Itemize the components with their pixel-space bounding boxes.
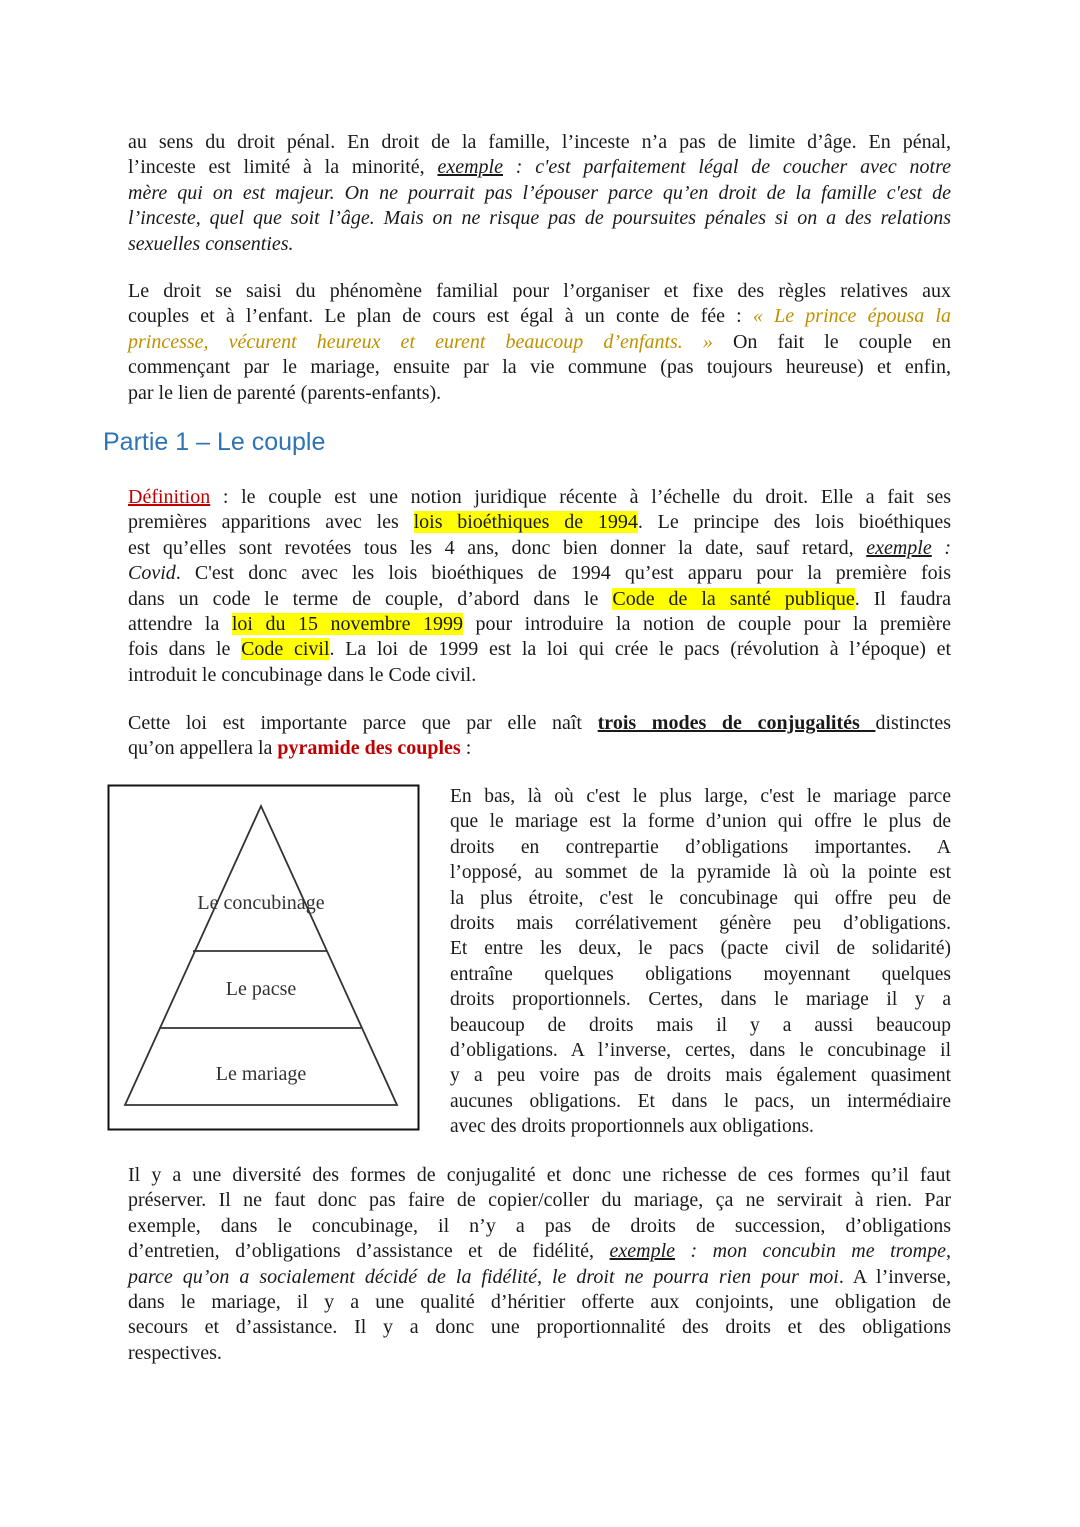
example-label: exemple xyxy=(437,156,503,179)
text-line xyxy=(450,886,951,911)
text-run: : le couple est une notion juridique récente à l’échelle du droit. Elle a fait ses xyxy=(210,486,951,508)
text-run: qu’on appellera la xyxy=(128,737,278,760)
text-run: princesse, vécurent heureux et eurent beaucoup d’enfants. » xyxy=(128,330,713,353)
text-line xyxy=(450,809,951,834)
text-run: parce qu’on a socialement décidé de la fidélité, le droit ne pourra rien pour moi xyxy=(128,1265,839,1288)
text-line xyxy=(450,1038,951,1063)
text-run: : c'est parfaitement légal de coucher avec notre xyxy=(503,156,951,179)
text-run: est qu’elles sont revotées tous les 4 ans, donc bien donner la date, sauf retard, xyxy=(128,536,867,559)
text-run: Le droit se saisi du phénomène familial pour l’organiser et fixe des règles relatives aux xyxy=(128,280,951,302)
text-run: : xyxy=(460,737,472,760)
text-line xyxy=(450,1114,951,1139)
text-run: : xyxy=(931,536,951,559)
text-run: respectives. xyxy=(128,1341,222,1364)
text-run: l’inceste est limité à la minorité, xyxy=(128,156,438,179)
text-line xyxy=(450,1089,951,1114)
highlighted-text: Code civil xyxy=(241,638,330,661)
text-run: dans un code le terme de couple, d’abord dans le xyxy=(128,587,613,610)
text-run: Définition xyxy=(128,486,211,508)
text-run: . A l’inverse, xyxy=(838,1265,952,1288)
text-run: droits proportionnels. Certes, dans le mariage il y a xyxy=(450,989,951,1011)
text-line xyxy=(450,936,951,961)
text-line xyxy=(128,1163,951,1188)
example-label: exemple xyxy=(609,1240,676,1263)
text-run: Cette loi est importante parce que par elle naît xyxy=(128,712,598,734)
text-run: beaucoup de droits mais il y a aussi beaucoup xyxy=(450,1014,951,1036)
text-run: d’obligations. A l’inverse, certes, dans le concubinage il xyxy=(450,1039,951,1061)
text-run: Covid xyxy=(128,562,176,585)
text-run: sexuelles consenties. xyxy=(128,232,294,255)
text-run: attendre la xyxy=(128,612,232,635)
text-run: droits mais corrélativement génère peu d’obligations. xyxy=(450,912,951,934)
text-run: En bas, là où c'est le plus large, c'est le mariage parce xyxy=(450,786,951,807)
paragraph-diversite xyxy=(128,1163,951,1366)
text-run: la plus étroite, c'est le concubinage qui offre peu de xyxy=(450,887,951,909)
text-line xyxy=(450,860,951,885)
text-line xyxy=(128,1265,951,1290)
text-run: On fait le couple en xyxy=(712,330,951,353)
text-run: d’entretien, d’obligations d’assistance et de fidélité, xyxy=(128,1240,610,1263)
text-run: . La loi de 1999 est la loi qui crée le pacs (révolution à l’époque) et xyxy=(329,638,951,661)
text-run: Il y a une diversité des formes de conjugalité et donc une richesse de ces formes qu’il faut xyxy=(128,1164,951,1186)
text-line xyxy=(450,1013,951,1038)
highlighted-text: lois bioéthiques de 1994 xyxy=(413,511,638,534)
text-line xyxy=(128,1188,951,1213)
text-line xyxy=(128,1214,951,1239)
text-run: mère qui on est majeur. On ne pourrait pas l’épouser parce qu’en droit de la famille c'est de xyxy=(128,181,951,204)
text-run: au sens du droit pénal. En droit de la famille, l’inceste n’a pas de limite d’âge. En pénal, xyxy=(128,131,951,153)
text-run: dans le mariage, il y a une qualité d’héritier offerte aux conjoints, une obligation de xyxy=(128,1290,951,1313)
highlighted-text: loi du 15 novembre 1999 xyxy=(231,612,463,635)
text-run: introduit le concubinage dans le Code civil. xyxy=(128,663,477,686)
text-run: Et entre les deux, le pacs (pacte civil de solidarité) xyxy=(450,938,951,960)
text-run: l’opposé, au sommet de la pyramide là où la pointe est xyxy=(450,862,951,884)
text-run: fois dans le xyxy=(128,638,242,661)
text-run: premières apparitions avec les xyxy=(128,511,414,534)
text-run: distinctes xyxy=(875,712,951,734)
text-run: aucunes obligations. Et dans le pacs, un intermédiaire xyxy=(450,1090,951,1112)
text-line xyxy=(450,987,951,1012)
text-run: trois modes de conjugalités xyxy=(597,712,876,734)
text-run: par le lien de parenté (parents-enfants). xyxy=(128,381,442,404)
text-line xyxy=(128,1341,951,1366)
text-run: exemple, dans le concubinage, il n’y a pas de droits de succession, d’obligations xyxy=(128,1214,951,1237)
highlighted-text: Code de la santé publique xyxy=(612,587,855,610)
text-run: « Le prince épousa la xyxy=(752,305,951,328)
text-run: que le mariage est la forme d’union qui offre le plus de xyxy=(450,811,951,833)
text-line xyxy=(128,1315,951,1340)
text-line xyxy=(128,1239,951,1264)
text-run: . Il faudra xyxy=(854,587,951,610)
pyramid-label-concubinage: Le concubinage xyxy=(197,892,325,914)
text-run: . C'est donc avec les lois bioéthiques de 1994 qu’est apparu pour la première fois xyxy=(175,562,951,585)
text-run: entraîne quelques obligations moyennant quelques xyxy=(450,963,951,985)
text-run: avec des droits proportionnels aux obligations. xyxy=(450,1116,814,1138)
paragraph-pyramid-explanation xyxy=(450,784,951,1139)
pyramid-label-pacse: Le pacse xyxy=(225,978,297,1000)
pyramid-outline xyxy=(125,806,397,1105)
text-line xyxy=(450,962,951,987)
text-line xyxy=(128,1290,951,1315)
pyramid-label-mariage: Le mariage xyxy=(215,1063,307,1085)
text-run: secours et d’assistance. Il y a donc une proportionnalité des droits et des obligations xyxy=(128,1316,951,1339)
text-run: préserver. Il ne faut donc pas faire de copier/coller du mariage, ça ne servirait à rien. Par xyxy=(128,1189,951,1212)
text-run: droits en contrepartie d’obligations importantes. A xyxy=(450,836,951,858)
text-run: : mon concubin me trompe, xyxy=(675,1240,952,1263)
text-run: pour introduire la notion de couple pour la première xyxy=(462,612,951,635)
text-run: l’inceste, quel que soit l’âge. Mais on ne risque pas de poursuites pénales si on a des relations xyxy=(128,207,951,230)
text-run: y a peu voire pas de droits mais également quasiment xyxy=(450,1065,951,1087)
text-line xyxy=(450,911,951,936)
text-line xyxy=(450,835,951,860)
text-run: . Le principe des lois bioéthiques xyxy=(637,511,952,534)
text-line xyxy=(450,1063,951,1088)
example-label: exemple xyxy=(866,536,932,559)
text-line xyxy=(450,784,951,809)
text-run: commençant par le mariage, ensuite par la vie commune (pas toujours heureuse) et enfin, xyxy=(128,356,951,379)
section-heading: Partie 1 – Le couple xyxy=(103,428,326,456)
text-run: couples et à l’enfant. Le plan de cours est égal à un conte de fée : xyxy=(128,305,753,328)
text-run: pyramide des couples xyxy=(277,737,461,760)
